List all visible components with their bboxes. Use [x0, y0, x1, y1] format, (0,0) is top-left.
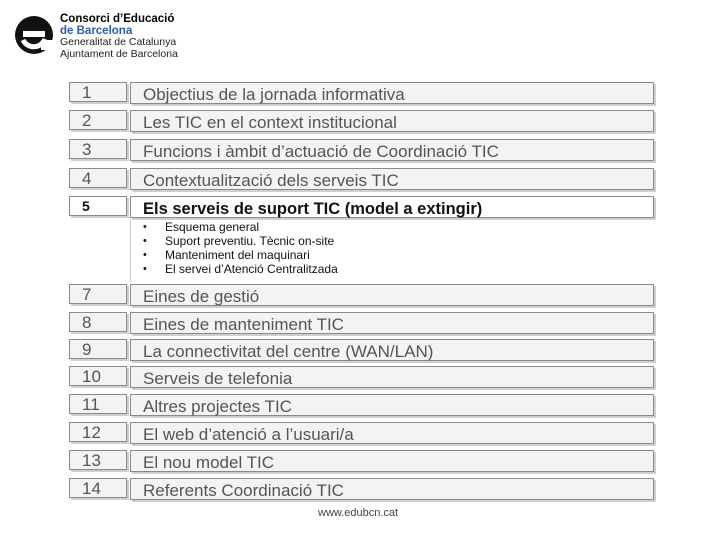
agenda-title: Funcions i àmbit d’actuació de Coordinació TIC [130, 139, 654, 161]
agenda-number: 13 [69, 450, 127, 470]
consorci-logo [14, 12, 214, 62]
agenda-title: El nou model TIC [130, 450, 654, 472]
agenda-row [0, 312, 720, 334]
agenda-subitems [130, 220, 655, 282]
agenda-row [0, 339, 720, 361]
agenda-row [0, 478, 720, 500]
footer-url: www.edubcn.cat [318, 507, 399, 519]
agenda-title: Serveis de telefonia [130, 366, 654, 388]
agenda-number: 8 [69, 312, 127, 332]
agenda-row [0, 394, 720, 416]
agenda-row [0, 450, 720, 472]
agenda-title: Altres projectes TIC [130, 394, 654, 416]
agenda-number: 11 [69, 394, 127, 414]
agenda-title: El web d’atenció a l’usuari/a [130, 422, 654, 444]
logo-text [60, 14, 178, 60]
logo-line-barcelona: de Barcelona [60, 24, 133, 37]
agenda-number: 1 [69, 82, 127, 102]
bullet: • [143, 235, 147, 247]
agenda-row [0, 82, 720, 104]
agenda-row [0, 284, 720, 306]
subitem-label: El servei d’Atenció Centralitzada [165, 262, 338, 276]
agenda-title: Les TIC en el context institucional [130, 110, 654, 132]
agenda-title: Els serveis de suport TIC (model a extingir) [130, 196, 654, 218]
subitem [131, 234, 655, 248]
subitem [131, 248, 655, 262]
agenda-title: Referents Coordinació TIC [130, 478, 654, 500]
agenda-number: 7 [69, 284, 127, 304]
agenda-number: 9 [69, 339, 127, 359]
subitem-label: Esquema general [165, 220, 260, 234]
logo-line-consorci: Consorci d’Educació [60, 13, 175, 25]
subitem [131, 220, 655, 234]
agenda-number: 5 [69, 196, 127, 216]
agenda-number: 12 [69, 422, 127, 442]
subitem-label: Manteniment del maquinari [165, 248, 310, 262]
subitem-label: Suport preventiu. Tècnic on-site [165, 234, 335, 248]
agenda-row-current [0, 196, 720, 218]
agenda-title: Eines de manteniment TIC [130, 312, 654, 334]
agenda-row [0, 366, 720, 388]
agenda-title: Eines de gestió [130, 284, 654, 306]
agenda-number: 14 [69, 478, 127, 498]
agenda-number: 3 [69, 139, 127, 159]
agenda-title: Contextualització dels serveis TIC [130, 168, 654, 190]
agenda-row [0, 422, 720, 444]
bullet: • [143, 221, 147, 233]
agenda-number: 2 [69, 110, 127, 130]
agenda-title: Objectius de la jornada informativa [130, 82, 654, 104]
bullet: • [143, 249, 147, 261]
subitem [131, 262, 655, 276]
logo-line-ajuntament: Ajuntament de Barcelona [60, 47, 178, 60]
agenda-number: 4 [69, 168, 127, 188]
agenda-row [0, 110, 720, 132]
bullet: • [143, 263, 147, 275]
agenda-number: 10 [69, 366, 127, 386]
logo-line-generalitat: Generalitat de Catalunya [60, 36, 177, 48]
agenda-title: La connectivitat del centre (WAN/LAN) [130, 339, 654, 361]
consorci-e-logo-icon [14, 14, 54, 56]
agenda-row [0, 139, 720, 161]
agenda-row [0, 168, 720, 190]
